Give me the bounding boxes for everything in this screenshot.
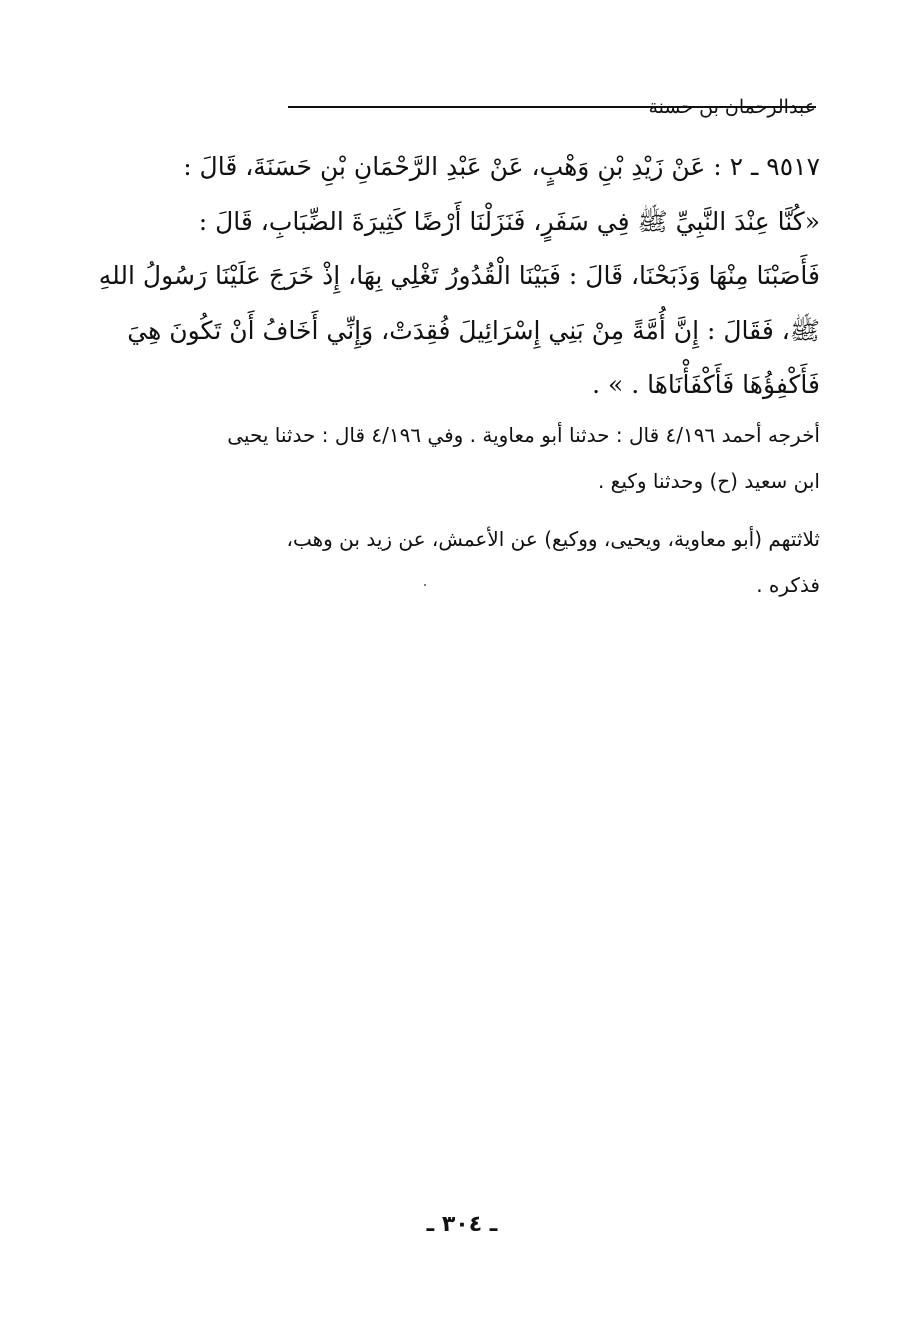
page-number: ـ ٣٠٤ ـ (426, 1212, 498, 1237)
hadith-line: «كُنَّا عِنْدَ النَّبِيِّ ﷺ فِي سَفَرٍ، فَنَزَلْنَا أَرْضًا كَثِيرَةَ الضِّبَابِ، قَالَ : (198, 206, 820, 236)
scan-speck (424, 584, 426, 586)
takhrij-paragraph (108, 516, 820, 608)
hadith-line: فَأَكْفِؤُهَا فَأَكْفَأْنَاهَا . » . (592, 370, 820, 399)
takhrij-section (108, 412, 820, 620)
takhrij-line: أخرجه أحمد ٤/١٩٦ قال : حدثنا أبو معاوية . وفي ٤/١٩٦ قال : حدثنا يحيى (227, 423, 820, 447)
takhrij-line: ثلاثتهم (أبو معاوية، ويحيى، ووكيع) عن الأعمش، عن زيد بن وهب، (286, 527, 820, 551)
takhrij-line: فذكره . (756, 573, 820, 597)
hadith-line: ﷺ، فَقَالَ : إِنَّ أُمَّةً مِنْ بَنِي إِسْرَائِيلَ فُقِدَتْ، وَإِنِّي أَخَافُ أَنْ تَكُونَ هِيَ (127, 315, 820, 345)
hadith-line: ٩٥١٧ ـ ٢ : عَنْ زَيْدِ بْنِ وَهْبٍ، عَنْ عَبْدِ الرَّحْمَانِ بْنِ حَسَنَةَ، قَالَ : (183, 152, 820, 181)
running-header (104, 92, 816, 132)
takhrij-paragraph (108, 412, 820, 504)
hadith-line: فَأَصَبْنَا مِنْهَا وَذَبَحْنَا، قَالَ : فَبَيْنَا الْقُدُورُ تَغْلِي بِهَا، إِذْ خَرَجَ عَلَيْنَا رَسُولُ اللهِ (98, 261, 820, 290)
hadith-text (98, 140, 820, 413)
header-title: عبدالرحمان بن حسنة (648, 96, 816, 118)
takhrij-line: ابن سعيد (ح) وحدثنا وكيع . (597, 469, 820, 493)
header-rule (288, 106, 816, 108)
